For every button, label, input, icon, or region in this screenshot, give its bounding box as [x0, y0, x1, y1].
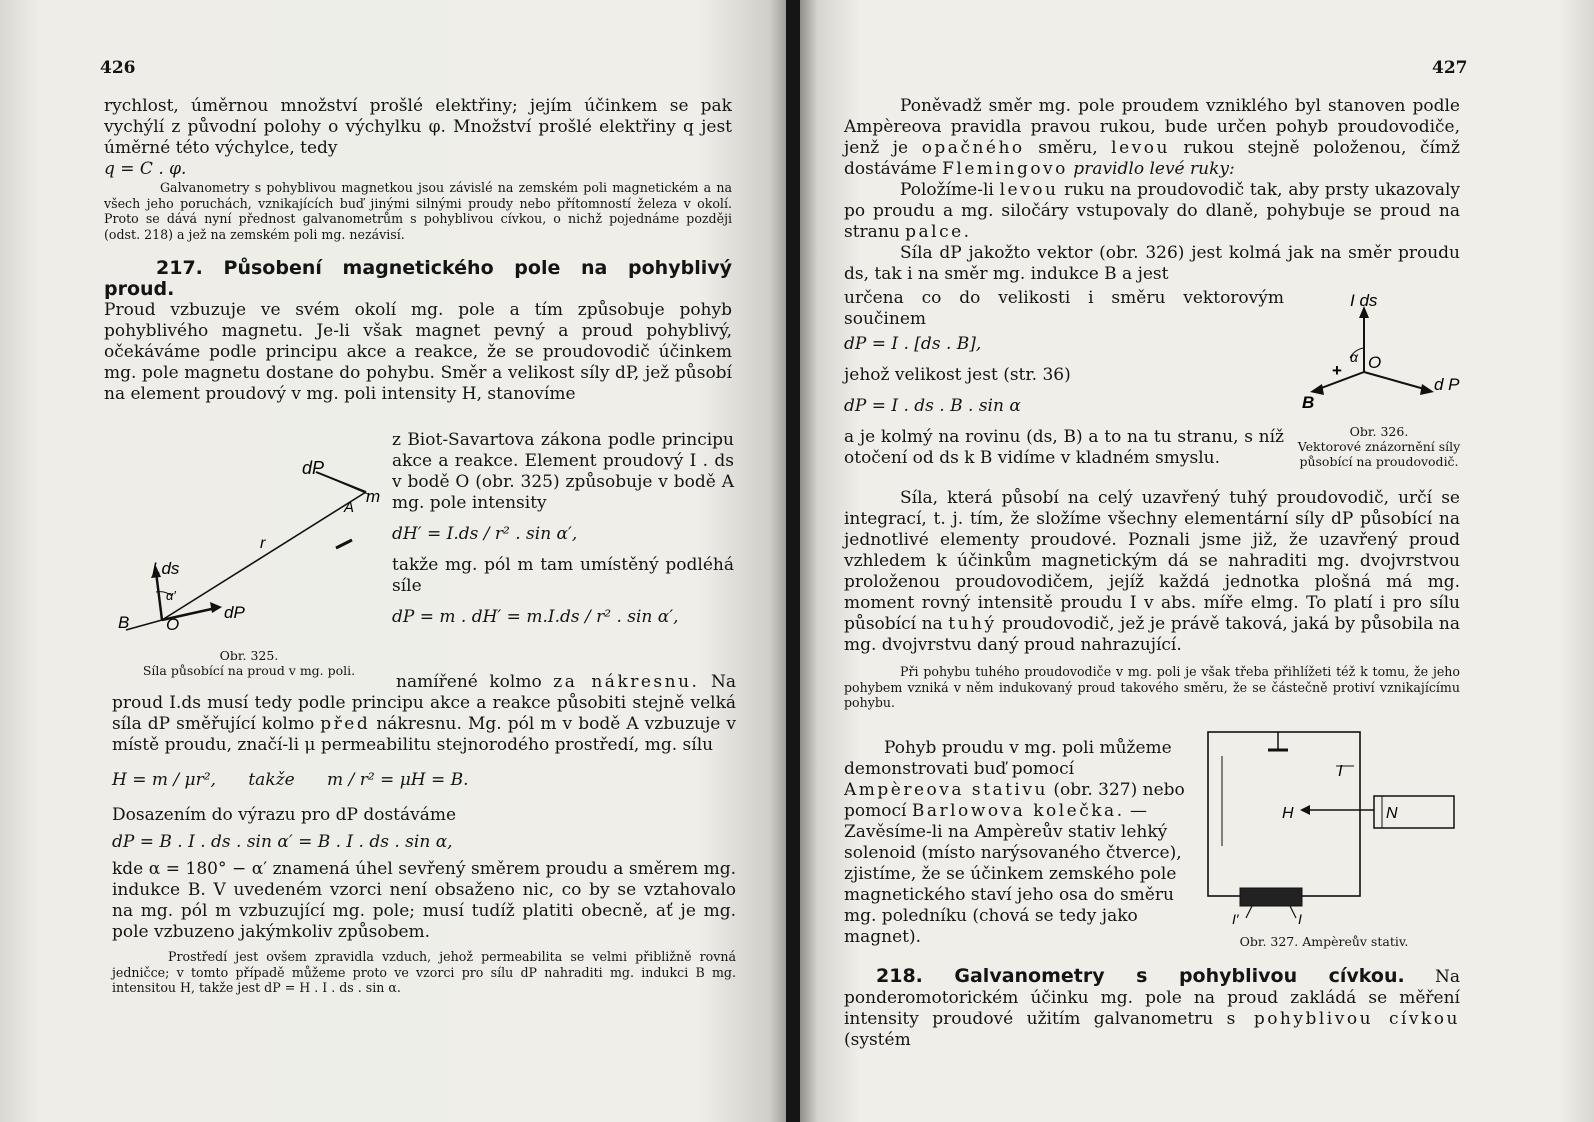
- paragraph: Položíme-li levou ruku na proudovodič tak, aby prsty ukazovaly po proudu a mg. siločáry vstupovaly do dlaně, pohybuje se proud na stranu palce.: [844, 180, 1460, 242]
- label-A: A: [344, 499, 355, 516]
- label-dP: dP: [302, 458, 325, 478]
- paragraph: a je kolmý na rovinu (ds, B) a to na tu stranu, s níž otočení od ds k B vidíme v kladném smyslu.: [844, 427, 1284, 468]
- label-Ids: I.ds: [152, 559, 180, 578]
- equation: H = m / μr², takže m / r² = μH = B.: [112, 770, 469, 790]
- right-page: [800, 0, 1594, 1122]
- figure-325-title: Síla působící na proud v mg. poli.: [142, 663, 356, 678]
- label-I-prime: I′: [1232, 911, 1239, 926]
- paragraph: Síla, která působí na celý uzavřený tuhý proudovodič, určí se integrací, t. j. tím, že složíme všechny elementární síly dP působící na jednotlivé elementy proudové. Poznali jsme již, že uzavřený proud vzhledem k účinkům magnetickým dá se nahraditi mg. dvojvrstvou proloženou proudovodičem, jejíž každá jednotka plošná má mg. moment rovný intensitě proudu I v abs. míře elmg. To platí i pro sílu působící na tuhý proudovodič, jež je právě taková, jaká by působila na mg. dvojvrstvu daný proud nahrazující.: [844, 488, 1460, 655]
- equation: dP = m . dH′ = m.I.ds / r² . sin α′,: [392, 607, 679, 627]
- paragraph: rychlost, úměrnou množství prošlé elektřiny; jejím účinkem se pak vychýlí z původní polohy o výchylku φ. Množství prošlé elektřiny q jest úměrné této výchylce, tedy: [104, 96, 732, 158]
- mercury-cups: [1240, 888, 1302, 906]
- section-heading-218: 218. Galvanometry s pohyblivou cívkou.: [876, 965, 1405, 987]
- label-O: O: [166, 615, 180, 634]
- page-number-left: 426: [100, 58, 136, 78]
- label-Ids: I ds: [1350, 292, 1378, 310]
- paragraph: namířené kolmo za nákresnu. Na proud I.ds musí tedy podle principu akce a reakce působiti stejně velká síla dP směřující kolmo před nákresnu. Mg. pól m v bodě A vzbuzuje v místě proudu, značí-li μ permeabilitu stejnorodého prostředí, mg. sílu: [112, 672, 736, 755]
- paragraph: 218. Galvanometry s pohyblivou cívkou. Na ponderomotorickém účinku mg. pole na proud zakládá se měření intensity proudové užitím galvanometru s pohyblivou cívkou (systém: [844, 965, 1460, 1050]
- label-N: N: [1386, 805, 1398, 822]
- left-column-bottom: [112, 672, 736, 996]
- equation: q = C . φ.: [104, 159, 187, 179]
- dp-vector-head: [1420, 384, 1434, 395]
- label-I: I: [1338, 763, 1343, 780]
- paragraph: z Biot-Savartova zákona podle principu akce a reakce. Element proudový I . ds v bodě O (obr. 325) způsobuje v bodě A mg. pole intensity: [392, 430, 734, 513]
- lead-1: [1246, 906, 1252, 918]
- label-plus: +: [1332, 361, 1342, 380]
- right-column-middle: [844, 488, 1460, 711]
- paragraph: takže mg. pól m tam umístěný podléhá síle: [392, 555, 734, 596]
- section-heading-217: 217. Působení magnetického pole na pohyblivý proud.: [104, 257, 732, 300]
- label-dP-2: dP: [224, 603, 245, 622]
- normal-mark: [336, 540, 352, 548]
- label-r: r: [260, 535, 266, 552]
- right-column-left-of-figure: [844, 288, 1284, 469]
- label-B: B: [118, 613, 130, 632]
- lead-2: [1290, 906, 1296, 918]
- left-page: [0, 0, 788, 1122]
- label-alpha: α′: [166, 588, 176, 603]
- footnote: Galvanometry s pohyblivou magnetkou jsou závislé na zemském poli magnetickém a na všech jeho poruchách, vznikajících buď jinými silnými proudy nebo přítomností železa v okolí. Proto se dává nyní přednost galvanometrům s pohyblivou cívkou, o nichž pojednáme později (odst. 218) a jež na zemském poli mg. nezávisí.: [104, 180, 732, 242]
- paragraph: určena co do velikosti i směru vektorovým součinem: [844, 288, 1284, 329]
- r-line: [162, 492, 366, 620]
- equation: dP = I . [ds . B],: [844, 334, 982, 354]
- left-column-top: [104, 96, 732, 405]
- label-m: m: [366, 487, 381, 506]
- left-column-right-of-figure: [392, 430, 734, 638]
- figure-325: [104, 452, 394, 662]
- paragraph: Proud vzbuzuje ve svém okolí mg. pole a tím způsobuje pohyb pohyblivého magnetu. Je-li však magnet pevný a proud pohyblivý, očekáváme podle principu akce a reakce, že se proudovodič účinkem mg. pole magnetu dostane do pohybu. Směr a velikost síly dP, jež působí na element proudový v mg. poli intensity H, stanovíme: [104, 300, 732, 404]
- label-B: B: [1302, 393, 1315, 412]
- label-H: H: [1282, 805, 1294, 822]
- figure-326-caption: [1284, 424, 1474, 469]
- equation: dH′ = I.ds / r² . sin α′,: [392, 524, 578, 544]
- label-dP: d P: [1434, 375, 1460, 394]
- right-column-top: [844, 96, 1460, 285]
- paragraph: Pohyb proudu v mg. poli můžeme demonstrovati buď pomocí Ampèreova stativu (obr. 327) nebo pomocí Barlowova kolečka. — Zavěsíme-li na Ampèreův stativ lehký solenoid (místo narýsovaného čtverce), zjistíme, že se účinkem zemského pole magnetického staví jeho osa do směru mg. poledníku (chová se tedy jako magnet).: [844, 738, 1185, 947]
- figure-326-number: Obr. 326.: [1349, 424, 1409, 439]
- label-alpha: α: [1350, 349, 1358, 365]
- footnote: Prostředí jest ovšem zpravidla vzduch, jehož permeabilita se velmi přibližně rovná jedničce; v tomto případě můžeme proto ve vzorci pro sílu dP nahraditi mg. indukci B mg. intensitou H, takže jest dP = H . I . ds . sin α.: [112, 949, 736, 995]
- right-column-bottom: [844, 966, 1460, 1051]
- right-column-left-of-figure-327: [844, 738, 1190, 948]
- figure-327: [1204, 726, 1464, 926]
- dp-vector: [1364, 372, 1428, 390]
- dp-arrowhead: [210, 602, 222, 613]
- paragraph: kde α = 180° − α′ znamená úhel sevřený směrem proudu a směrem mg. indukce B. V uvedeném vzorci není obsaženo nic, co by se vztahovalo na mg. pól m vzbuzující mg. pole; musí tudíž platiti obecně, ať je mg. pole vzbuzeno jakýmkoliv způsobem.: [112, 859, 736, 942]
- equation: dP = B . I . ds . sin α′ = B . I . ds . sin α,: [112, 832, 453, 852]
- footnote: Při pohybu tuhého proudovodiče v mg. poli je však třeba přihlížeti též k tomu, že jeho pohybem vzniká v něm indukovaný proud takového směru, že se částečně protiví vznikajícímu pohybu.: [844, 664, 1460, 710]
- figure-325-number: Obr. 325.: [219, 648, 279, 663]
- paragraph: Síla dP jakožto vektor (obr. 326) jest kolmá jak na směr proudu ds, tak i na směr mg. indukce B a jest: [844, 243, 1460, 284]
- paragraph: Poněvadž směr mg. pole proudem vzniklého byl stanoven podle Ampèreova pravidla pravou rukou, bude určen pohyb proudovodiče, jenž je opačného směru, levou rukou stejně položenou, čímž dostáváme Flemingovo pravidlo levé ruky:: [844, 96, 1460, 179]
- figure-326-title: Vektorové znázornění síly působící na proudovodič.: [1297, 439, 1461, 469]
- label-O: O: [1368, 353, 1382, 372]
- paragraph: Dosazením do výrazu pro dP dostáváme: [112, 805, 457, 825]
- label-I-2: I: [1298, 911, 1302, 926]
- b-line: [126, 620, 162, 630]
- paragraph: jehož velikost jest (str. 36): [844, 365, 1071, 385]
- h-arrowhead: [1300, 805, 1310, 815]
- figure-327-caption: Obr. 327. Ampèreův stativ.: [1239, 934, 1409, 949]
- ids-arrow: [156, 572, 162, 620]
- page-number-right: 427: [1432, 58, 1468, 78]
- equation: dP = I . ds . B . sin α: [844, 396, 1021, 416]
- figure-326: [1294, 292, 1464, 422]
